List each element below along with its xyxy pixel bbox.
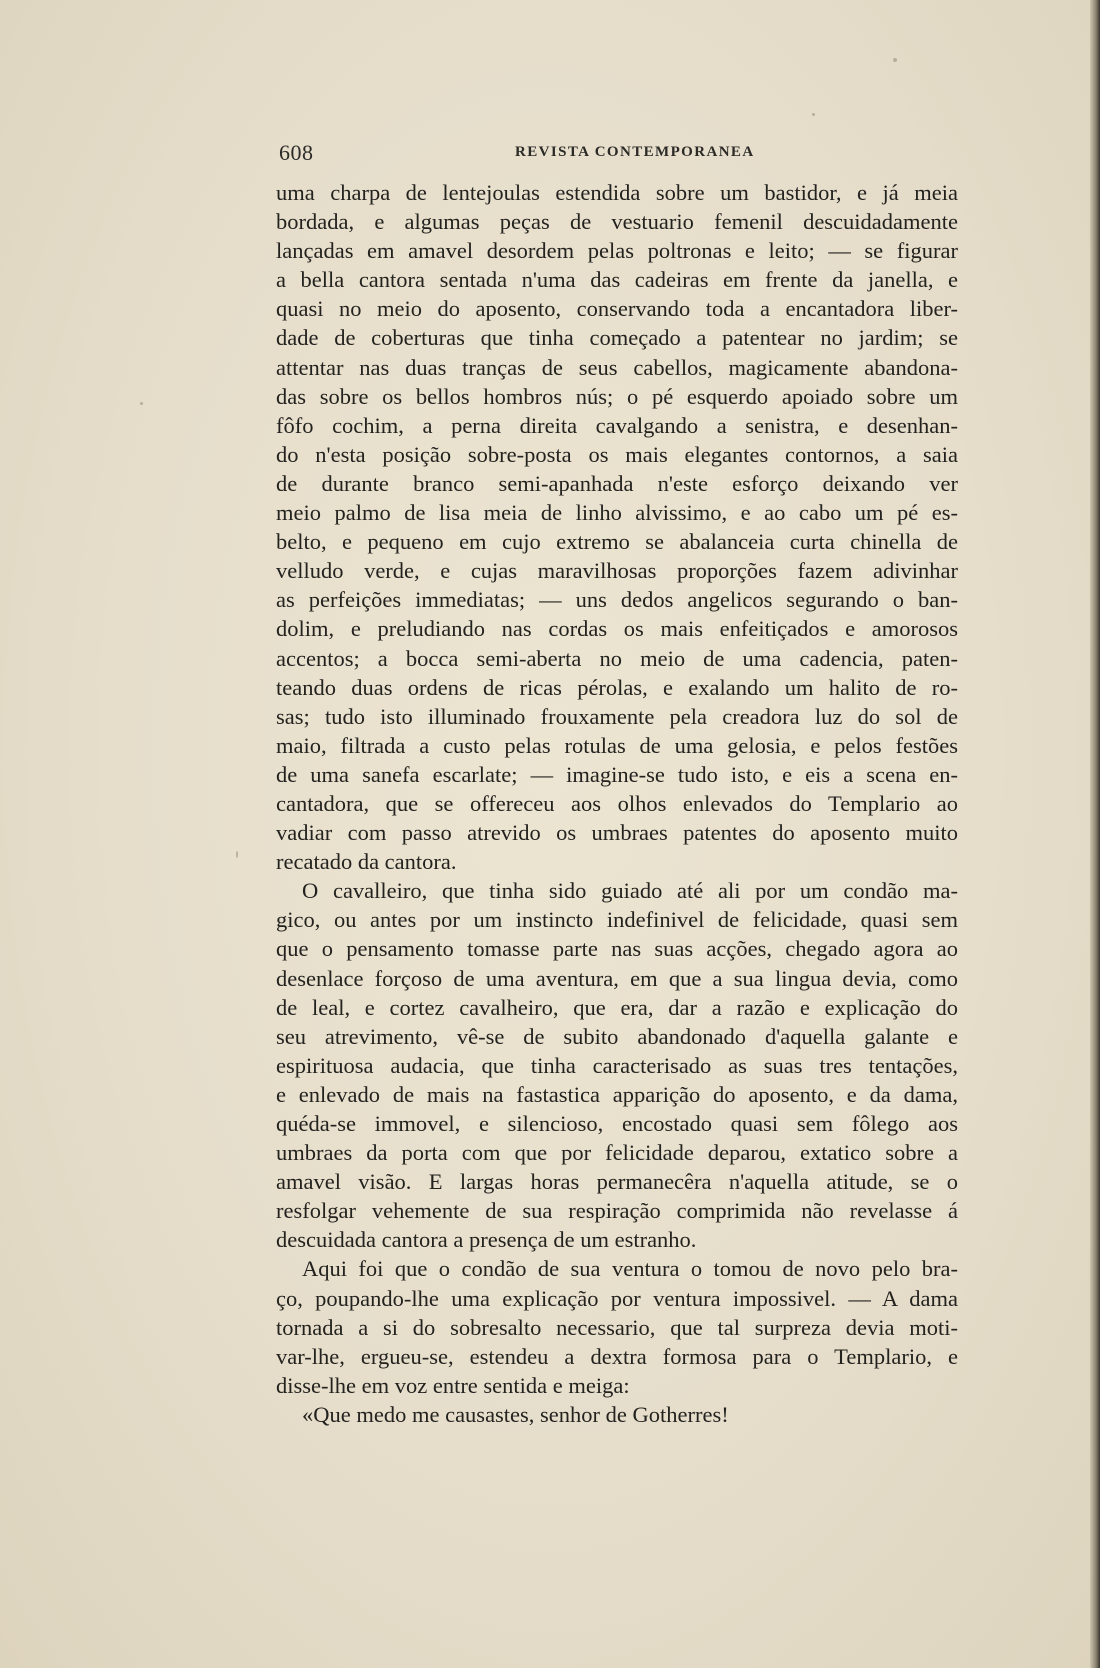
text-line: attentar nas duas tranças de seus cabellos, magicamente abandona-	[276, 354, 958, 380]
text-line: quéda-se immovel, e silencioso, encostado quasi sem fôlego aos	[276, 1111, 958, 1136]
text-line: dolim, e preludiando nas cordas os mais enfeitiçados e amorosos	[276, 616, 958, 642]
paper-speck	[812, 113, 815, 116]
text-line: Aqui foi que o condão de sua ventura o tomou de novo pelo bra-	[302, 1256, 958, 1282]
text-line: a bella cantora sentada n'uma das cadeiras em frente da janella, e	[276, 267, 958, 293]
text-line: uma charpa de lentejoulas estendida sobre um bastidor, e já meia	[276, 180, 958, 205]
text-line: quasi no meio do aposento, conservando toda a encantadora liber-	[276, 296, 958, 322]
paragraph	[276, 1254, 958, 1399]
paper-speck	[236, 851, 238, 858]
text-line: tornada a si do sobresalto necessario, que tal surpreza devia moti-	[276, 1314, 958, 1340]
paragraph	[276, 1400, 958, 1429]
text-line: accentos; a bocca semi-aberta no meio de uma cadencia, paten-	[276, 645, 958, 671]
text-line: de durante branco semi-apanhada n'este esforço deixando ver	[276, 470, 958, 496]
page-edge-shadow	[1090, 0, 1100, 1668]
text-line: do n'esta posição sobre-posta os mais elegantes contornos, a saia	[276, 441, 958, 467]
text-line: teando duas ordens de ricas pérolas, e exalando um halito de ro-	[276, 674, 958, 700]
paper-speck	[140, 402, 143, 405]
body-text	[276, 178, 958, 1429]
text-line: fôfo cochim, a perna direita cavalgando a senistra, e desenhan-	[276, 412, 958, 438]
text-line: cantadora, que se offereceu aos olhos enlevados do Templario ao	[276, 790, 958, 816]
text-line: vadiar com passo atrevido os umbraes patentes do aposento muito	[276, 820, 958, 846]
text-line: seu atrevimento, vê-se de subito abandonado d'aquella galante e	[276, 1023, 958, 1049]
text-line: umbraes da porta com que por felicidade deparou, extatico sobre a	[276, 1140, 958, 1166]
text-line: das sobre os bellos hombros nús; o pé esquerdo apoiado sobre um	[276, 383, 958, 409]
text-line: gico, ou antes por um instincto indefinivel de felicidade, quasi sem	[276, 907, 958, 933]
text-line: meio palmo de lisa meia de linho alvissimo, e ao cabo um pé es-	[276, 500, 958, 526]
paragraph	[276, 178, 958, 876]
text-line: recatado da cantora.	[276, 849, 457, 875]
text-line: de leal, e cortez cavalheiro, que era, dar a razão e explicação do	[276, 994, 958, 1020]
text-line: amavel visão. E largas horas permanecêra n'aquella atitude, se o	[276, 1169, 958, 1195]
text-line: espirituosa audacia, que tinha caracterisado as suas tres tentações,	[276, 1052, 958, 1078]
text-line: lançadas em amavel desordem pelas poltronas e leito; — se figurar	[276, 238, 958, 264]
text-line: O cavalleiro, que tinha sido guiado até ali por um condão ma-	[302, 878, 958, 904]
text-line: ço, poupando-lhe uma explicação por ventura impossivel. — A dama	[276, 1285, 958, 1311]
text-line: dade de coberturas que tinha começado a patentear no jardim; se	[276, 325, 958, 351]
page-number: 608	[279, 140, 314, 165]
text-line: bordada, e algumas peças de vestuario femenil descuidadamente	[276, 209, 958, 235]
text-line: disse-lhe em voz entre sentida e meiga:	[276, 1372, 630, 1398]
text-line: que o pensamento tomasse parte nas suas acções, chegado agora ao	[276, 936, 958, 962]
text-line: «Que medo me causastes, senhor de Gotherres!	[302, 1401, 729, 1427]
text-line: desenlace forçoso de uma aventura, em que a sua lingua devia, como	[276, 965, 958, 991]
text-line: resfolgar vehemente de sua respiração comprimida não revelasse á	[276, 1198, 958, 1224]
page-header	[279, 140, 959, 170]
text-line: as perfeições immediatas; — uns dedos angelicos segurando o ban-	[276, 587, 958, 613]
text-line: de uma sanefa escarlate; — imagine-se tudo isto, e eis a scena en-	[276, 761, 958, 787]
text-line: velludo verde, e cujas maravilhosas proporções fazem adivinhar	[276, 558, 958, 584]
running-title: REVISTA CONTEMPORANEA	[515, 144, 755, 160]
paragraph	[276, 876, 958, 1254]
text-line: belto, e pequeno em cujo extremo se abalanceia curta chinella de	[276, 529, 958, 555]
text-line: descuidada cantora a presença de um estranho.	[276, 1227, 697, 1253]
paper-speck	[893, 58, 897, 62]
text-line: sas; tudo isto illuminado frouxamente pela creadora luz do sol de	[276, 703, 958, 729]
text-line: e enlevado de mais na fastastica apparição do aposento, e da dama,	[276, 1081, 958, 1107]
text-line: maio, filtrada a custo pelas rotulas de uma gelosia, e pelos festões	[276, 732, 958, 758]
text-line: var-lhe, ergueu-se, estendeu a dextra formosa para o Templario, e	[276, 1343, 958, 1369]
